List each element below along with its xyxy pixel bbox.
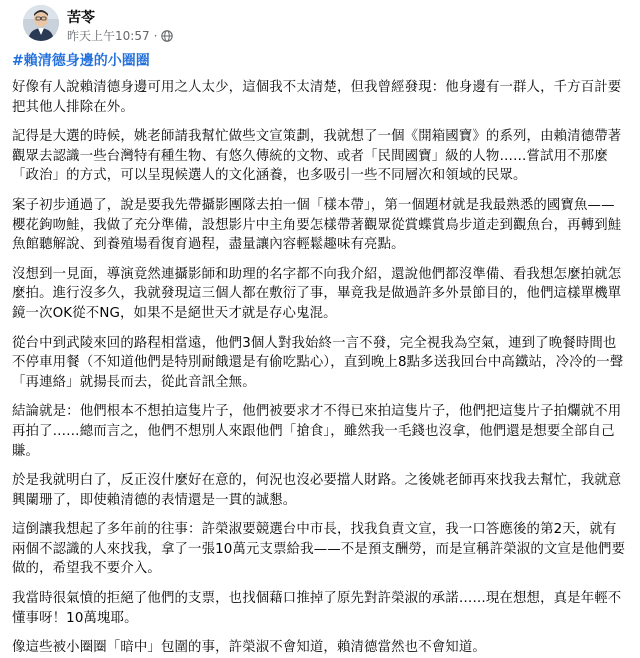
post-paragraph: 於是我就明白了，反正沒什麼好在意的，何況也沒必要擋人財路。之後姚老師再來找我去幫忙，我就意興闌珊了，即使賴清德的表情還是一貫的誠懇。	[12, 473, 622, 508]
author-photo	[23, 5, 59, 41]
post-paragraph: 像這些被小圈圈「暗中」包圍的事，許榮淑不會知道，賴清德當然也不會知道。	[12, 640, 486, 656]
post-body	[12, 78, 628, 658]
author-name[interactable]: 苦苓	[67, 10, 95, 26]
post-paragraph: 從台中到武陵來回的路程相當遠，他們3個人對我始終一言不發，完全視我為空氣，連到了晚餐時間也不停車用餐（不知道他們是特別耐餓還是有偷吃點心），直到晚上8點多送我回台中高鐵站，冷冷的一聲「再連絡」就揚長而去，從此音訊全無。	[12, 335, 624, 390]
post-paragraph: 好像有人說賴清德身邊可用之人太少，這個我不太清楚，但我曾經發現：他身邊有一群人，千方百計要把其他人排除在外。	[12, 80, 622, 115]
post-paragraph: 案子初步通過了，說是要我先帶攝影團隊去拍一個「樣本帶」，第一個題材就是我最熟悉的國寶魚——櫻花鉤吻鮭，我做了充分準備，設想影片中主角要怎樣帶著觀眾從賞蝶賞鳥步道走到觀魚台，再轉到鮭魚館聽解說、到養殖場看復育過程，盡量讓內容輕鬆趣味有亮點。	[12, 197, 622, 253]
post-meta	[67, 27, 173, 44]
post-paragraph: 記得是大選的時候，姚老師請我幫忙做些文宣策劃，我就想了一個《開箱國寶》的系列，由賴清德帶著觀眾去認識一些台灣特有種生物、有悠久傳統的文物、或者「民間國寶」級的人物……嘗試用不那麼「政治」的方式，可以呈現候選人的文化涵養，也多吸引一些不同層次和領域的民眾。	[12, 129, 622, 184]
post-paragraph: 結論就是：他們根本不想拍這隻片子，他們被要求才不得已來拍這隻片子，他們把這隻片子拍爛就不用再拍了……總而言之，他們不想別人來跟他們「搶食」，雖然我一毛錢也沒拿，他們還是想要全部自己賺。	[12, 404, 622, 459]
post-paragraph: 這倒讓我想起了多年前的往事：許榮淑要競選台中市長，找我負責文宣，我一口答應後的第2天，就有兩個不認識的人來找我，拿了一張10萬元支票給我——不是預支酬勞，而是宣稱許榮淑的文宣是他們要做的，希望我不要介入。	[12, 522, 626, 577]
hashtag-row	[12, 46, 628, 70]
meta-separator: ·	[153, 28, 158, 43]
post-header	[12, 0, 628, 46]
hashtag-link[interactable]: #賴清德身邊的小圈圈	[12, 53, 150, 69]
avatar[interactable]	[23, 5, 59, 41]
post-timestamp[interactable]: 昨天上午10:57	[67, 29, 150, 43]
globe-icon[interactable]	[161, 30, 173, 42]
post-paragraph: 沒想到一見面，導演竟然連攝影師和助理的名字都不向我介紹，還說他們都沒準備、看我想怎麼拍就怎麼拍。進行沒多久，我就發現這三個人都在敷衍了事，畢竟我是做過許多外景節目的，他們這樣單機單鏡一次OK從不NG，如果不是絕世天才就是存心鬼混。	[12, 266, 622, 321]
post-paragraph: 我當時很氣憤的拒絕了他們的支票，也找個藉口推掉了原先對許榮淑的承諾……現在想想，真是年輕不懂事呀！10萬塊耶。	[12, 591, 622, 626]
